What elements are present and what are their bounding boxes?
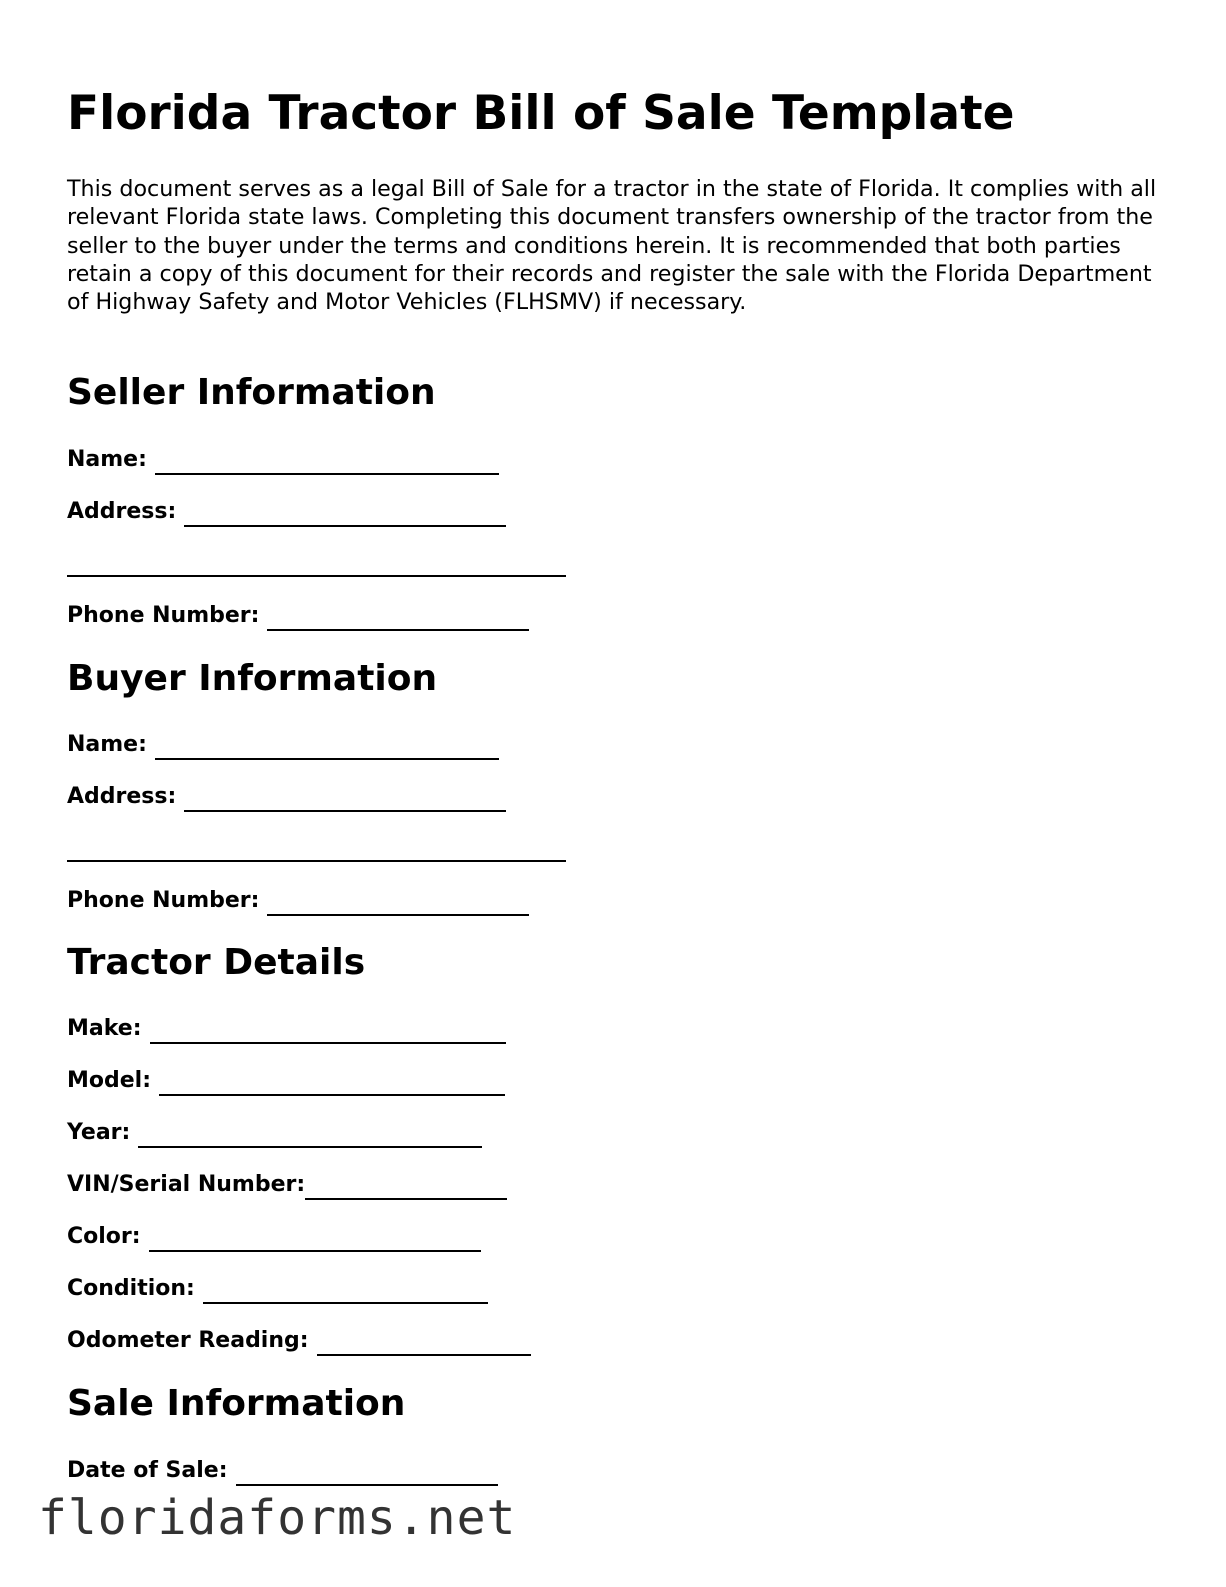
- buyer-address-field: [67, 782, 506, 812]
- tractor-heading: Tractor Details: [67, 942, 366, 983]
- tractor-make-label: Make:: [67, 1016, 142, 1041]
- buyer-address-label: Address:: [67, 784, 177, 809]
- tractor-vin-blank[interactable]: [305, 1174, 507, 1200]
- buyer-heading: Buyer Information: [67, 658, 438, 699]
- buyer-name-field: [67, 730, 499, 760]
- tractor-odometer-label: Odometer Reading:: [67, 1328, 309, 1353]
- seller-name-field: [67, 445, 499, 475]
- buyer-address-blank[interactable]: [184, 786, 506, 812]
- seller-phone-blank[interactable]: [267, 605, 529, 631]
- seller-name-blank[interactable]: [155, 449, 499, 475]
- tractor-year-blank[interactable]: [138, 1122, 482, 1148]
- sale-date-field: [67, 1456, 498, 1486]
- tractor-condition-label: Condition:: [67, 1276, 195, 1301]
- tractor-year-label: Year:: [67, 1120, 131, 1145]
- buyer-name-blank[interactable]: [155, 734, 499, 760]
- seller-address-label: Address:: [67, 499, 177, 524]
- tractor-odometer-field: [67, 1326, 531, 1356]
- tractor-color-field: [67, 1222, 481, 1252]
- sale-heading: Sale Information: [67, 1383, 406, 1424]
- tractor-condition-field: [67, 1274, 488, 1304]
- sale-date-blank[interactable]: [236, 1460, 498, 1486]
- tractor-color-blank[interactable]: [149, 1226, 481, 1252]
- seller-name-label: Name:: [67, 447, 147, 472]
- tractor-year-field: [67, 1118, 482, 1148]
- buyer-address-line-2[interactable]: [67, 860, 566, 862]
- buyer-phone-field: [67, 886, 529, 916]
- buyer-phone-label: Phone Number:: [67, 888, 260, 913]
- seller-heading: Seller Information: [67, 372, 436, 413]
- seller-address-blank[interactable]: [184, 501, 506, 527]
- seller-phone-field: [67, 601, 529, 631]
- buyer-phone-blank[interactable]: [267, 890, 529, 916]
- tractor-make-field: [67, 1014, 506, 1044]
- sale-date-label: Date of Sale:: [67, 1458, 228, 1483]
- site-watermark: floridaforms.net: [38, 1490, 517, 1546]
- tractor-make-blank[interactable]: [150, 1018, 506, 1044]
- buyer-name-label: Name:: [67, 732, 147, 757]
- tractor-odometer-blank[interactable]: [317, 1330, 531, 1356]
- tractor-vin-label: VIN/Serial Number:: [67, 1172, 306, 1197]
- document-title: Florida Tractor Bill of Sale Template: [67, 86, 1015, 141]
- tractor-color-label: Color:: [67, 1224, 141, 1249]
- intro-paragraph: This document serves as a legal Bill of Sale for a tractor in the state of Florida. It complies with all relevant Florida state laws. Completing this document transfers ownership of the tractor from the seller to the buyer under the terms and conditions herein. It is recommended that both parties retain a copy of this document for their records and register the sale with the Florida Department of Highway Safety and Motor Vehicles (FLHSMV) if necessary.: [67, 176, 1157, 316]
- tractor-model-field: [67, 1066, 505, 1096]
- seller-phone-label: Phone Number:: [67, 603, 260, 628]
- tractor-model-blank[interactable]: [159, 1070, 505, 1096]
- seller-address-line-2[interactable]: [67, 575, 566, 577]
- tractor-condition-blank[interactable]: [203, 1278, 488, 1304]
- tractor-model-label: Model:: [67, 1068, 152, 1093]
- tractor-vin-field: [67, 1170, 507, 1200]
- seller-address-field: [67, 497, 506, 527]
